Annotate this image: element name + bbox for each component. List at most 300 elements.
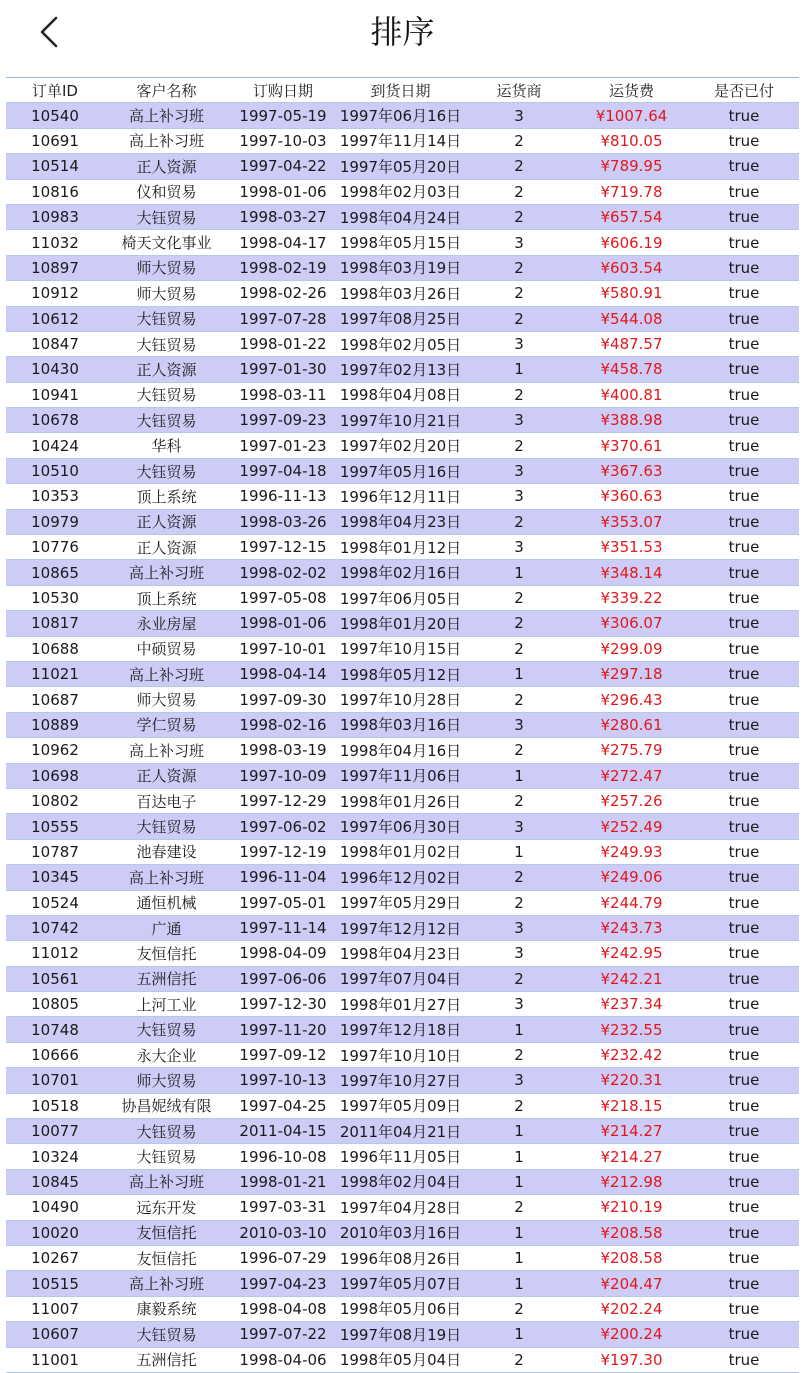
cell-order-id: 10515 — [6, 1271, 104, 1296]
table-row[interactable] — [6, 966, 799, 991]
cell-shipper: 1 — [464, 763, 574, 788]
cell-shipper: 2 — [464, 128, 574, 153]
table-row[interactable] — [6, 1195, 799, 1220]
cell-customer: 友恒信托 — [104, 1245, 229, 1270]
cell-order-id: 10742 — [6, 915, 104, 940]
cell-freight: ¥487.57 — [574, 331, 689, 356]
table-row[interactable] — [6, 661, 799, 686]
cell-arrival-date: 2011年04月21日 — [337, 1119, 464, 1144]
cell-paid: true — [689, 128, 799, 153]
cell-order-id: 10430 — [6, 357, 104, 382]
cell-order-date: 1997-05-19 — [229, 103, 337, 128]
table-row[interactable] — [6, 128, 799, 153]
cell-order-date: 1997-07-22 — [229, 1322, 337, 1347]
cell-arrival-date: 1997年12月18日 — [337, 1017, 464, 1042]
table-row[interactable] — [6, 890, 799, 915]
cell-shipper: 1 — [464, 1119, 574, 1144]
cell-order-id: 10698 — [6, 763, 104, 788]
cell-arrival-date: 1996年12月11日 — [337, 484, 464, 509]
table-row[interactable] — [6, 738, 799, 763]
cell-shipper: 1 — [464, 1017, 574, 1042]
cell-arrival-date: 1998年01月27日 — [337, 992, 464, 1017]
cell-shipper: 3 — [464, 915, 574, 940]
table-row[interactable] — [6, 357, 799, 382]
cell-order-date: 1998-04-09 — [229, 941, 337, 966]
cell-customer: 大钰贸易 — [104, 1144, 229, 1169]
table-row[interactable] — [6, 458, 799, 483]
cell-arrival-date: 1998年02月16日 — [337, 560, 464, 585]
cell-shipper: 2 — [464, 204, 574, 229]
cell-paid: true — [689, 687, 799, 712]
cell-order-date: 1997-10-09 — [229, 763, 337, 788]
cell-paid: true — [689, 179, 799, 204]
column-header-order-date[interactable]: 订购日期 — [229, 78, 337, 103]
cell-freight: ¥810.05 — [574, 128, 689, 153]
cell-customer: 五洲信托 — [104, 966, 229, 991]
cell-freight: ¥243.73 — [574, 915, 689, 940]
cell-paid: true — [689, 865, 799, 890]
table-row[interactable] — [6, 1169, 799, 1194]
table-row[interactable] — [6, 763, 799, 788]
cell-freight: ¥719.78 — [574, 179, 689, 204]
cell-arrival-date: 1997年11月06日 — [337, 763, 464, 788]
cell-paid: true — [689, 839, 799, 864]
cell-order-date: 1997-09-30 — [229, 687, 337, 712]
cell-shipper: 2 — [464, 1042, 574, 1067]
cell-shipper: 1 — [464, 1322, 574, 1347]
cell-paid: true — [689, 1119, 799, 1144]
cell-customer: 大钰贸易 — [104, 1322, 229, 1347]
cell-arrival-date: 1998年01月26日 — [337, 788, 464, 813]
cell-arrival-date: 1997年05月29日 — [337, 890, 464, 915]
cell-customer: 大钰贸易 — [104, 814, 229, 839]
table-row[interactable] — [6, 382, 799, 407]
cell-arrival-date: 1997年08月25日 — [337, 306, 464, 331]
cell-order-id: 11032 — [6, 230, 104, 255]
cell-freight: ¥544.08 — [574, 306, 689, 331]
cell-shipper: 2 — [464, 306, 574, 331]
cell-freight: ¥280.61 — [574, 712, 689, 737]
cell-order-id: 10077 — [6, 1119, 104, 1144]
cell-order-date: 1997-12-15 — [229, 535, 337, 560]
cell-shipper: 2 — [464, 890, 574, 915]
cell-shipper: 2 — [464, 509, 574, 534]
cell-order-id: 10748 — [6, 1017, 104, 1042]
cell-customer: 师大贸易 — [104, 1068, 229, 1093]
cell-paid: true — [689, 915, 799, 940]
cell-order-id: 10688 — [6, 636, 104, 661]
cell-order-id: 10612 — [6, 306, 104, 331]
cell-paid: true — [689, 712, 799, 737]
cell-customer: 椅天文化事业 — [104, 230, 229, 255]
cell-customer: 通恒机械 — [104, 890, 229, 915]
table-row[interactable] — [6, 1347, 799, 1372]
cell-paid: true — [689, 941, 799, 966]
table-row[interactable] — [6, 915, 799, 940]
cell-paid: true — [689, 611, 799, 636]
cell-freight: ¥257.26 — [574, 788, 689, 813]
table-row[interactable] — [6, 941, 799, 966]
cell-order-id: 10518 — [6, 1093, 104, 1118]
table-row[interactable] — [6, 788, 799, 813]
cell-arrival-date: 1998年02月03日 — [337, 179, 464, 204]
cell-customer: 友恒信托 — [104, 1220, 229, 1245]
table-row[interactable] — [6, 839, 799, 864]
table-row[interactable] — [6, 1093, 799, 1118]
cell-customer: 正人资源 — [104, 357, 229, 382]
cell-customer: 百达电子 — [104, 788, 229, 813]
cell-order-id: 10555 — [6, 814, 104, 839]
cell-arrival-date: 1998年03月19日 — [337, 255, 464, 280]
cell-order-id: 10490 — [6, 1195, 104, 1220]
cell-customer: 协昌妮绒有限 — [104, 1093, 229, 1118]
cell-paid: true — [689, 458, 799, 483]
cell-order-id: 11001 — [6, 1347, 104, 1372]
cell-order-id: 10701 — [6, 1068, 104, 1093]
cell-customer: 大钰贸易 — [104, 408, 229, 433]
table-row[interactable] — [6, 1119, 799, 1144]
cell-freight: ¥208.58 — [574, 1245, 689, 1270]
cell-paid: true — [689, 1017, 799, 1042]
cell-customer: 永大企业 — [104, 1042, 229, 1067]
table-row[interactable] — [6, 585, 799, 610]
cell-order-id: 10540 — [6, 103, 104, 128]
cell-order-date: 1997-01-23 — [229, 433, 337, 458]
table-row[interactable] — [6, 1017, 799, 1042]
column-header-freight[interactable]: 运货费 — [574, 78, 689, 103]
table-row[interactable] — [6, 560, 799, 585]
cell-shipper: 1 — [464, 1169, 574, 1194]
table-row[interactable] — [6, 1220, 799, 1245]
cell-freight: ¥242.21 — [574, 966, 689, 991]
orders-table-container[interactable] — [6, 77, 799, 1373]
table-row[interactable] — [6, 865, 799, 890]
cell-customer: 高上补习班 — [104, 560, 229, 585]
column-header-paid[interactable]: 是否已付 — [689, 78, 799, 103]
cell-order-id: 11007 — [6, 1296, 104, 1321]
cell-paid: true — [689, 230, 799, 255]
cell-customer: 正人资源 — [104, 763, 229, 788]
table-row[interactable] — [6, 103, 799, 128]
table-row[interactable] — [6, 433, 799, 458]
cell-order-date: 1996-11-13 — [229, 484, 337, 509]
cell-order-date: 1996-07-29 — [229, 1245, 337, 1270]
cell-paid: true — [689, 636, 799, 661]
table-row[interactable] — [6, 331, 799, 356]
cell-order-id: 10805 — [6, 992, 104, 1017]
column-header-order-id[interactable]: 订单ID — [6, 78, 104, 103]
cell-freight: ¥360.63 — [574, 484, 689, 509]
table-row[interactable] — [6, 992, 799, 1017]
cell-freight: ¥296.43 — [574, 687, 689, 712]
cell-freight: ¥200.24 — [574, 1322, 689, 1347]
cell-freight: ¥400.81 — [574, 382, 689, 407]
cell-order-id: 10514 — [6, 154, 104, 179]
cell-freight: ¥367.63 — [574, 458, 689, 483]
cell-order-date: 1998-04-14 — [229, 661, 337, 686]
cell-paid: true — [689, 788, 799, 813]
cell-freight: ¥353.07 — [574, 509, 689, 534]
cell-freight: ¥232.42 — [574, 1042, 689, 1067]
cell-paid: true — [689, 560, 799, 585]
cell-arrival-date: 1997年10月15日 — [337, 636, 464, 661]
cell-freight: ¥214.27 — [574, 1144, 689, 1169]
cell-customer: 高上补习班 — [104, 103, 229, 128]
cell-freight: ¥606.19 — [574, 230, 689, 255]
cell-arrival-date: 1997年10月28日 — [337, 687, 464, 712]
cell-customer: 高上补习班 — [104, 1169, 229, 1194]
cell-freight: ¥242.95 — [574, 941, 689, 966]
cell-paid: true — [689, 1296, 799, 1321]
cell-freight: ¥458.78 — [574, 357, 689, 382]
cell-arrival-date: 1998年05月04日 — [337, 1347, 464, 1372]
cell-customer: 华科 — [104, 433, 229, 458]
cell-order-id: 10912 — [6, 281, 104, 306]
cell-customer: 大钰贸易 — [104, 458, 229, 483]
cell-paid: true — [689, 1093, 799, 1118]
table-row[interactable] — [6, 1322, 799, 1347]
table-row[interactable] — [6, 230, 799, 255]
cell-paid: true — [689, 103, 799, 128]
cell-order-id: 10845 — [6, 1169, 104, 1194]
cell-freight: ¥306.07 — [574, 611, 689, 636]
cell-paid: true — [689, 408, 799, 433]
table-row[interactable] — [6, 154, 799, 179]
cell-order-date: 1997-10-01 — [229, 636, 337, 661]
cell-freight: ¥208.58 — [574, 1220, 689, 1245]
cell-arrival-date: 1997年07月04日 — [337, 966, 464, 991]
cell-order-date: 1998-02-26 — [229, 281, 337, 306]
cell-order-id: 10678 — [6, 408, 104, 433]
cell-paid: true — [689, 1347, 799, 1372]
cell-customer: 五洲信托 — [104, 1347, 229, 1372]
cell-customer: 高上补习班 — [104, 865, 229, 890]
cell-arrival-date: 1997年08月19日 — [337, 1322, 464, 1347]
cell-freight: ¥204.47 — [574, 1271, 689, 1296]
table-row[interactable] — [6, 408, 799, 433]
table-row[interactable] — [6, 611, 799, 636]
cell-freight: ¥297.18 — [574, 661, 689, 686]
cell-order-date: 1997-05-08 — [229, 585, 337, 610]
cell-arrival-date: 1997年05月09日 — [337, 1093, 464, 1118]
cell-shipper: 2 — [464, 788, 574, 813]
cell-order-date: 1997-06-02 — [229, 814, 337, 839]
cell-order-date: 1998-01-21 — [229, 1169, 337, 1194]
cell-arrival-date: 1998年02月04日 — [337, 1169, 464, 1194]
cell-freight: ¥202.24 — [574, 1296, 689, 1321]
cell-order-date: 1997-11-20 — [229, 1017, 337, 1042]
cell-customer: 康毅系统 — [104, 1296, 229, 1321]
cell-shipper: 3 — [464, 331, 574, 356]
cell-shipper: 2 — [464, 1093, 574, 1118]
cell-paid: true — [689, 357, 799, 382]
cell-paid: true — [689, 966, 799, 991]
cell-customer: 师大贸易 — [104, 255, 229, 280]
cell-arrival-date: 1998年05月15日 — [337, 230, 464, 255]
cell-shipper: 2 — [464, 433, 574, 458]
cell-shipper: 3 — [464, 458, 574, 483]
cell-customer: 大钰贸易 — [104, 382, 229, 407]
cell-arrival-date: 1997年05月07日 — [337, 1271, 464, 1296]
cell-arrival-date: 1997年06月30日 — [337, 814, 464, 839]
cell-freight: ¥339.22 — [574, 585, 689, 610]
table-row[interactable] — [6, 179, 799, 204]
cell-paid: true — [689, 890, 799, 915]
table-row[interactable] — [6, 712, 799, 737]
cell-order-date: 1997-01-30 — [229, 357, 337, 382]
cell-shipper: 2 — [464, 966, 574, 991]
table-row[interactable] — [6, 636, 799, 661]
cell-paid: true — [689, 306, 799, 331]
cell-order-id: 10816 — [6, 179, 104, 204]
cell-arrival-date: 1997年05月16日 — [337, 458, 464, 483]
cell-customer: 友恒信托 — [104, 941, 229, 966]
cell-freight: ¥220.31 — [574, 1068, 689, 1093]
cell-order-date: 1997-12-29 — [229, 788, 337, 813]
table-row[interactable] — [6, 255, 799, 280]
cell-paid: true — [689, 1195, 799, 1220]
table-row[interactable] — [6, 1042, 799, 1067]
cell-order-id: 10267 — [6, 1245, 104, 1270]
cell-paid: true — [689, 1322, 799, 1347]
cell-paid: true — [689, 509, 799, 534]
cell-arrival-date: 1997年10月21日 — [337, 408, 464, 433]
table-row[interactable] — [6, 1144, 799, 1169]
cell-order-date: 1998-03-19 — [229, 738, 337, 763]
cell-paid: true — [689, 1144, 799, 1169]
cell-freight: ¥232.55 — [574, 1017, 689, 1042]
cell-freight: ¥272.47 — [574, 763, 689, 788]
cell-customer: 顶上系统 — [104, 484, 229, 509]
cell-freight: ¥218.15 — [574, 1093, 689, 1118]
cell-freight: ¥252.49 — [574, 814, 689, 839]
cell-shipper: 2 — [464, 687, 574, 712]
cell-shipper: 3 — [464, 408, 574, 433]
table-row[interactable] — [6, 535, 799, 560]
cell-customer: 仪和贸易 — [104, 179, 229, 204]
table-header-row — [6, 78, 799, 103]
cell-arrival-date: 1998年04月16日 — [337, 738, 464, 763]
cell-customer: 师大贸易 — [104, 281, 229, 306]
cell-order-id: 10530 — [6, 585, 104, 610]
cell-arrival-date: 1997年11月14日 — [337, 128, 464, 153]
cell-shipper: 3 — [464, 814, 574, 839]
cell-order-date: 1998-03-11 — [229, 382, 337, 407]
cell-shipper: 2 — [464, 738, 574, 763]
cell-shipper: 2 — [464, 1347, 574, 1372]
cell-order-id: 10802 — [6, 788, 104, 813]
table-row[interactable] — [6, 484, 799, 509]
table-row[interactable] — [6, 204, 799, 229]
table-row[interactable] — [6, 1068, 799, 1093]
cell-order-id: 10353 — [6, 484, 104, 509]
cell-order-id: 10524 — [6, 890, 104, 915]
cell-order-date: 1996-11-04 — [229, 865, 337, 890]
cell-paid: true — [689, 763, 799, 788]
cell-freight: ¥237.34 — [574, 992, 689, 1017]
cell-freight: ¥348.14 — [574, 560, 689, 585]
cell-paid: true — [689, 204, 799, 229]
cell-freight: ¥212.98 — [574, 1169, 689, 1194]
cell-shipper: 2 — [464, 636, 574, 661]
cell-freight: ¥249.06 — [574, 865, 689, 890]
cell-paid: true — [689, 255, 799, 280]
cell-freight: ¥1007.64 — [574, 103, 689, 128]
cell-order-date: 1997-09-23 — [229, 408, 337, 433]
cell-shipper: 2 — [464, 1195, 574, 1220]
cell-customer: 大钰贸易 — [104, 204, 229, 229]
cell-arrival-date: 1998年03月26日 — [337, 281, 464, 306]
cell-order-date: 1998-04-08 — [229, 1296, 337, 1321]
cell-customer: 顶上系统 — [104, 585, 229, 610]
cell-arrival-date: 1997年06月05日 — [337, 585, 464, 610]
cell-freight: ¥197.30 — [574, 1347, 689, 1372]
cell-order-date: 1996-10-08 — [229, 1144, 337, 1169]
cell-shipper: 2 — [464, 865, 574, 890]
cell-order-date: 1997-10-13 — [229, 1068, 337, 1093]
cell-shipper: 3 — [464, 230, 574, 255]
cell-paid: true — [689, 1068, 799, 1093]
column-header-arrival-date[interactable]: 到货日期 — [337, 78, 464, 103]
cell-shipper: 2 — [464, 1296, 574, 1321]
cell-customer: 上河工业 — [104, 992, 229, 1017]
table-row[interactable] — [6, 281, 799, 306]
cell-order-id: 10687 — [6, 687, 104, 712]
table-row[interactable] — [6, 687, 799, 712]
cell-order-date: 1997-12-19 — [229, 839, 337, 864]
cell-order-date: 2010-03-10 — [229, 1220, 337, 1245]
cell-customer: 广通 — [104, 915, 229, 940]
table-row[interactable] — [6, 1296, 799, 1321]
cell-arrival-date: 1997年02月13日 — [337, 357, 464, 382]
table-row[interactable] — [6, 814, 799, 839]
table-row[interactable] — [6, 509, 799, 534]
table-row[interactable] — [6, 306, 799, 331]
cell-order-id: 10607 — [6, 1322, 104, 1347]
cell-customer: 大钰贸易 — [104, 306, 229, 331]
column-header-shipper[interactable]: 运货商 — [464, 78, 574, 103]
cell-order-date: 1998-01-06 — [229, 611, 337, 636]
cell-order-id: 10941 — [6, 382, 104, 407]
table-row[interactable] — [6, 1271, 799, 1296]
cell-shipper: 1 — [464, 1245, 574, 1270]
cell-shipper: 3 — [464, 535, 574, 560]
cell-order-date: 1997-03-31 — [229, 1195, 337, 1220]
cell-shipper: 1 — [464, 1220, 574, 1245]
cell-customer: 中硕贸易 — [104, 636, 229, 661]
cell-paid: true — [689, 1245, 799, 1270]
table-row[interactable] — [6, 1245, 799, 1270]
cell-paid: true — [689, 585, 799, 610]
cell-order-date: 1998-04-06 — [229, 1347, 337, 1372]
cell-arrival-date: 1998年05月06日 — [337, 1296, 464, 1321]
cell-order-date: 1998-02-19 — [229, 255, 337, 280]
cell-shipper: 1 — [464, 661, 574, 686]
cell-paid: true — [689, 1220, 799, 1245]
cell-customer: 高上补习班 — [104, 661, 229, 686]
cell-arrival-date: 1998年02月05日 — [337, 331, 464, 356]
cell-freight: ¥210.19 — [574, 1195, 689, 1220]
cell-customer: 池春建设 — [104, 839, 229, 864]
cell-arrival-date: 1998年01月20日 — [337, 611, 464, 636]
cell-customer: 高上补习班 — [104, 738, 229, 763]
cell-order-id: 10510 — [6, 458, 104, 483]
column-header-customer[interactable]: 客户名称 — [104, 78, 229, 103]
cell-shipper: 1 — [464, 357, 574, 382]
cell-arrival-date: 2010年03月16日 — [337, 1220, 464, 1245]
cell-order-date: 1997-04-18 — [229, 458, 337, 483]
cell-shipper: 1 — [464, 1144, 574, 1169]
